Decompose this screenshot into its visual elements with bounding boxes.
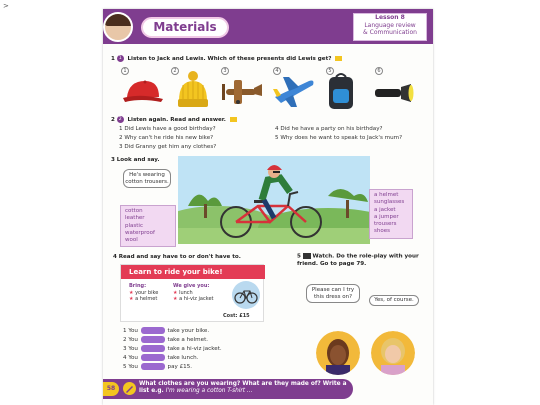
promo-title: Learn to ride your bike! xyxy=(121,265,265,279)
page-title: Materials xyxy=(153,20,217,34)
school-bag-icon xyxy=(325,71,357,111)
sentence-row xyxy=(123,345,222,353)
material-word: leather xyxy=(125,215,145,222)
ex3-instruction xyxy=(111,157,160,164)
item-number: 3 xyxy=(221,67,229,75)
cost-label: Cost: £15 xyxy=(223,313,250,319)
question: 2 Why can't he ride his new bike? xyxy=(119,135,214,141)
question: 4 Did he have a party on his birthday? xyxy=(275,126,383,132)
footer-question xyxy=(139,381,349,395)
ex5-text: Watch. Do the role-play with your friend. Go to page 79. xyxy=(297,253,419,267)
lesson-box xyxy=(353,13,427,41)
question: 5 Why does he want to speak to Jack's mum? xyxy=(275,135,403,141)
woolly-hat-icon xyxy=(173,69,213,111)
give-column xyxy=(173,283,213,303)
clothes-word: sunglasses xyxy=(374,199,405,206)
sentence-start: 4 You xyxy=(123,355,138,361)
material-word: waterproof xyxy=(125,229,155,236)
ex1-text: Listen to Jack and Lewis. Which of these presents did Lewis get? xyxy=(127,56,332,62)
lesson-label: Lesson 8 xyxy=(375,14,405,21)
footer-example: I'm wearing a cotton T-shirt ... xyxy=(165,388,253,394)
item-number: 2 xyxy=(171,67,179,75)
bike-course-ad xyxy=(120,264,264,322)
clothes-box xyxy=(369,189,413,239)
give-label: We give you: xyxy=(173,283,210,289)
ex4-instruction xyxy=(113,254,241,261)
answer-blank[interactable] xyxy=(141,363,165,370)
lesson-sub1: Language review xyxy=(364,22,416,29)
question: 1 Did Lewis have a good birthday? xyxy=(119,126,216,132)
ex5-number: 5 xyxy=(297,253,301,260)
girl-photo-right xyxy=(371,331,415,375)
bike-illustration xyxy=(178,156,370,244)
ex1-number: 1 xyxy=(111,56,115,62)
clothes-word: a helmet xyxy=(374,192,399,198)
sentence-start: 3 You xyxy=(123,346,138,352)
textbook-page xyxy=(103,9,433,405)
audio-track-icon[interactable]: 1 xyxy=(117,55,124,62)
ex3-text: Look and say. xyxy=(116,157,160,163)
pencil-icon xyxy=(123,382,136,395)
clothes-word: a jacket xyxy=(374,206,396,213)
bring-label: Bring: xyxy=(129,283,147,289)
caret-text: > xyxy=(3,2,9,10)
item-number: 5 xyxy=(326,67,334,75)
materials-box xyxy=(120,205,176,247)
cyclist-scene xyxy=(178,156,370,244)
item-number: 4 xyxy=(273,67,281,75)
ex2-number: 2 xyxy=(111,117,115,123)
sentence-row xyxy=(123,336,208,344)
cd-icon xyxy=(335,56,342,61)
item-number: 6 xyxy=(375,67,383,75)
clothes-word: a jumper xyxy=(374,213,399,220)
sentence-end: take a helmet. xyxy=(167,337,209,343)
sentence-row xyxy=(123,354,198,362)
give-item: lunch xyxy=(179,289,193,296)
ex4-number: 4 xyxy=(113,254,117,260)
lesson-sub2: & Communication xyxy=(363,29,417,36)
ex2-instruction xyxy=(111,116,431,124)
answer-blank[interactable] xyxy=(141,336,165,343)
torch-icon xyxy=(371,81,415,105)
sentence-end: take lunch. xyxy=(167,355,199,361)
toy-plane-icon xyxy=(218,76,266,106)
footer-question-text: What clothes are you wearing? What are they made of? Write a list e.g. xyxy=(139,381,347,394)
material-word: plastic xyxy=(125,222,143,229)
sentence-end: take your bike. xyxy=(167,328,210,334)
ex3-number: 3 xyxy=(111,157,115,163)
star-icon: ★ xyxy=(173,296,178,302)
answer-blank[interactable] xyxy=(141,354,165,361)
boy-avatar xyxy=(103,12,133,42)
blue-plane-icon xyxy=(271,73,317,109)
audio-track-icon[interactable]: 2 xyxy=(117,116,124,123)
cd-icon xyxy=(230,117,237,122)
ex4-text: Read and say have to or don't have to. xyxy=(118,254,241,260)
bring-item: a helmet xyxy=(135,296,158,302)
material-word: wool xyxy=(125,237,138,244)
sentence-end: pay £15. xyxy=(167,364,193,370)
clothes-word: trousers xyxy=(374,221,397,228)
question: 3 Did Granny get him any clothes? xyxy=(119,144,217,150)
answer-blank[interactable] xyxy=(141,345,165,352)
sentence-row xyxy=(123,363,192,371)
star-icon: ★ xyxy=(173,289,178,296)
star-icon: ★ xyxy=(129,296,134,302)
bring-item: your bike xyxy=(135,289,159,296)
bring-column xyxy=(129,283,158,303)
clothes-word: shoes xyxy=(374,228,390,235)
answer-blank[interactable] xyxy=(141,327,165,334)
red-cap-icon xyxy=(121,73,165,109)
title-pill xyxy=(141,17,229,38)
speech-bubble-right: Yes, of course. xyxy=(369,295,419,306)
star-icon: ★ xyxy=(129,289,134,296)
video-icon xyxy=(303,253,311,259)
sentence-start: 1 You xyxy=(123,328,138,334)
give-item: a hi-viz jacket xyxy=(179,296,214,302)
ex1-instruction xyxy=(111,55,431,63)
ex5-instruction xyxy=(297,253,431,268)
sentence-end: take a hi-viz jacket. xyxy=(167,346,222,352)
ex2-text: Listen again. Read and answer. xyxy=(127,117,226,123)
speech-bubble: He's wearing cotton trousers. xyxy=(123,169,171,188)
bicycle-icon xyxy=(231,280,261,310)
sentence-start: 5 You xyxy=(123,364,138,370)
material-word: cotton xyxy=(125,208,143,214)
speech-bubble-left: Please can I try this dress on? xyxy=(306,284,360,303)
sentence-start: 2 You xyxy=(123,337,138,343)
page-number: 58 xyxy=(103,382,119,396)
sentence-row xyxy=(123,327,209,335)
item-number: 1 xyxy=(121,67,129,75)
girl-photo-left xyxy=(316,331,360,375)
